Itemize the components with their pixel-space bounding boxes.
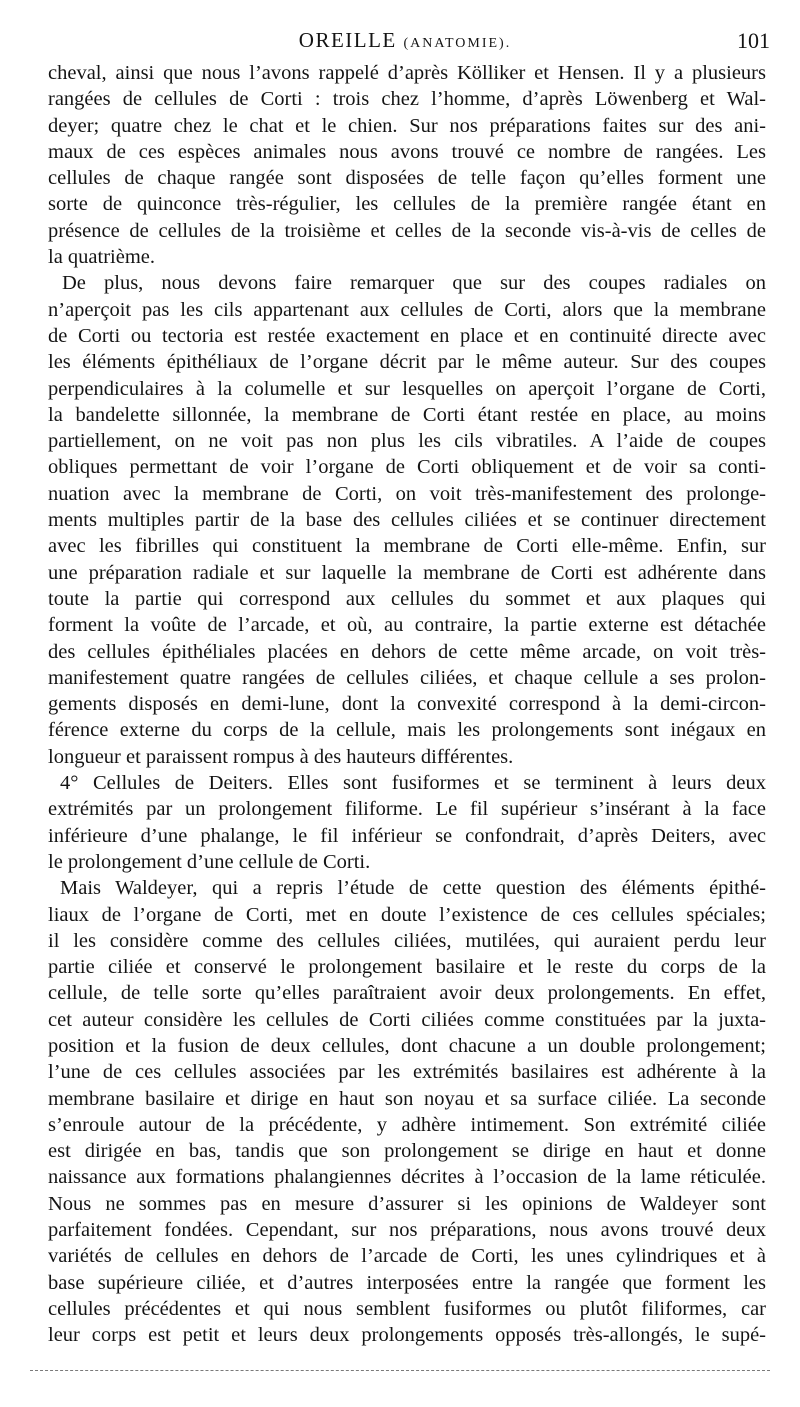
text-line: férence externe du corps de la cellule, mais les prolongements sont inégaux en — [48, 719, 766, 742]
text-line: parfaitement fondées. Cependant, sur nos préparations, nous avons trouvé deux — [48, 1219, 766, 1242]
text-line: inférieure d’une phalange, le fil inférieur se confondrait, d’après Deiters, avec — [48, 824, 766, 847]
text-line: des cellules épithéliales placées en dehors de cette même arcade, on voit très- — [48, 640, 766, 663]
page-number: 101 — [737, 28, 770, 53]
text-line: présence de cellules de la troisième et celles de la seconde vis-à-vis de celles de — [48, 219, 766, 242]
text-line: le prolongement d’une cellule de Corti. — [48, 850, 371, 873]
paragraph-start-line: Mais Waldeyer, qui a repris l’étude de cette question des éléments épithé- — [60, 877, 766, 900]
text-line: longueur et paraissent rompus à des hauteurs différentes. — [48, 745, 514, 768]
paragraph-start-line: De plus, nous devons faire remarquer que sur des coupes radiales on — [62, 272, 766, 295]
text-line: manifestement quatre rangées de cellules ciliées, et chaque cellule a ses prolon- — [48, 666, 766, 689]
text-line: variétés de cellules en dehors de l’arcade de Corti, les unes cylindriques et à — [48, 1245, 766, 1268]
text-line: cet auteur considère les cellules de Corti ciliées comme constituées par la juxta- — [48, 1008, 766, 1031]
text-line: les éléments épithéliaux de l’organe décrit par le même auteur. Sur des coupes — [48, 351, 766, 374]
text-line: s’enroule autour de la précédente, y adhère intimement. Son extrémité ciliée — [48, 1113, 766, 1136]
text-line: membrane basilaire et dirige en haut son noyau et sa surface ciliée. La seconde — [48, 1087, 766, 1110]
text-line: avec les fibrilles qui constituent la membrane de Corti elle-même. Enfin, sur — [48, 535, 766, 558]
text-line: deyer; quatre chez le chat et le chien. Sur nos préparations faites sur des ani- — [48, 114, 766, 137]
text-line: rangées de cellules de Corti : trois chez l’homme, d’après Löwenberg et Wal- — [48, 88, 766, 111]
text-line: perpendiculaires à la columelle et sur lesquelles on aperçoit l’organe de Corti, — [48, 377, 766, 400]
text-line: leur corps est petit et leurs deux prolongements opposés très-allongés, le supé- — [48, 1324, 766, 1347]
section-heading-line: 4° Cellules de Deiters. Elles sont fusiformes et se terminent à leurs deux — [60, 772, 766, 795]
text-line: maux de ces espèces animales nous avons trouvé ce nombre de rangées. Les — [48, 140, 766, 163]
text-line: cellule, de telle sorte qu’elles paraîtraient avoir deux prolongements. En effet, — [48, 982, 766, 1005]
text-line: extrémités par un prolongement filiforme. Le fil supérieur s’insérant à la face — [48, 798, 766, 821]
running-title-subtitle: (ANATOMIE). — [403, 36, 512, 51]
text-line: partiellement, on ne voit pas non plus les cils vibratiles. A l’aide de coupes — [48, 430, 766, 453]
text-line: cellules précédentes et qui nous semblent fusiformes ou plutôt filiformes, car — [48, 1297, 766, 1320]
body-text — [48, 60, 766, 1349]
text-line: cheval, ainsi que nous l’avons rappelé d’après Kölliker et Hensen. Il y a plusieurs — [48, 62, 766, 84]
text-line: sorte de quinconce très-régulier, les cellules de la première rangée étant en — [48, 193, 766, 216]
text-line: liaux de l’organe de Corti, met en doute l’existence de ces cellules spéciales; — [48, 903, 766, 926]
text-line: l’une de ces cellules associées par les extrémités basilaires est adhérente à la — [48, 1061, 766, 1084]
running-title — [40, 28, 770, 53]
text-line: obliques permettant de voir l’organe de Corti obliquement et de voir sa conti- — [48, 456, 766, 479]
text-line: base supérieure ciliée, et d’autres interposées entre la rangée que forment les — [48, 1271, 766, 1294]
page-header — [40, 28, 770, 58]
footer-divider — [30, 1370, 770, 1371]
text-line: position et la fusion de deux cellules, dont chacune a un double prolongement; — [48, 1034, 766, 1057]
text-line: naissance aux formations phalangiennes décrites à l’occasion de la lame réticulée. — [48, 1166, 766, 1189]
text-line: forment la voûte de l’arcade, et où, au contraire, la partie externe est détachée — [48, 614, 766, 637]
text-line: gements disposés en demi-lune, dont la convexité correspond à la demi-circon- — [48, 693, 766, 716]
text-line: n’aperçoit pas les cils appartenant aux cellules de Corti, alors que la membrane — [48, 298, 766, 321]
text-line: nuation avec la membrane de Corti, on voit très-manifestement des prolonge- — [48, 482, 766, 505]
text-line: Nous ne sommes pas en mesure d’assurer si les opinions de Waldeyer sont — [48, 1192, 766, 1215]
text-line: ments multiples partir de la base des cellules ciliées et se continuer directement — [48, 509, 766, 532]
text-line: une préparation radiale et sur laquelle la membrane de Corti est adhérente dans — [48, 561, 766, 584]
text-line: toute la partie qui correspond aux cellules du sommet et aux plaques qui — [48, 587, 766, 610]
text-line: cellules de chaque rangée sont disposées de telle façon qu’elles forment une — [48, 167, 766, 190]
text-line: il les considère comme des cellules ciliées, mutilées, qui auraient perdu leur — [48, 929, 766, 952]
text-line: est dirigée en bas, tandis que son prolongement se dirige en haut et donne — [48, 1140, 766, 1163]
text-line: la quatrième. — [48, 246, 156, 269]
text-line: la bandelette sillonnée, la membrane de Corti étant restée en place, au moins — [48, 403, 766, 426]
text-line: partie ciliée et conservé le prolongement basilaire et le reste du corps de la — [48, 956, 766, 979]
running-title-main: OREILLE — [298, 28, 397, 52]
text-line: de Corti ou tectoria est restée exactement en place et en continuité directe avec — [48, 324, 766, 347]
